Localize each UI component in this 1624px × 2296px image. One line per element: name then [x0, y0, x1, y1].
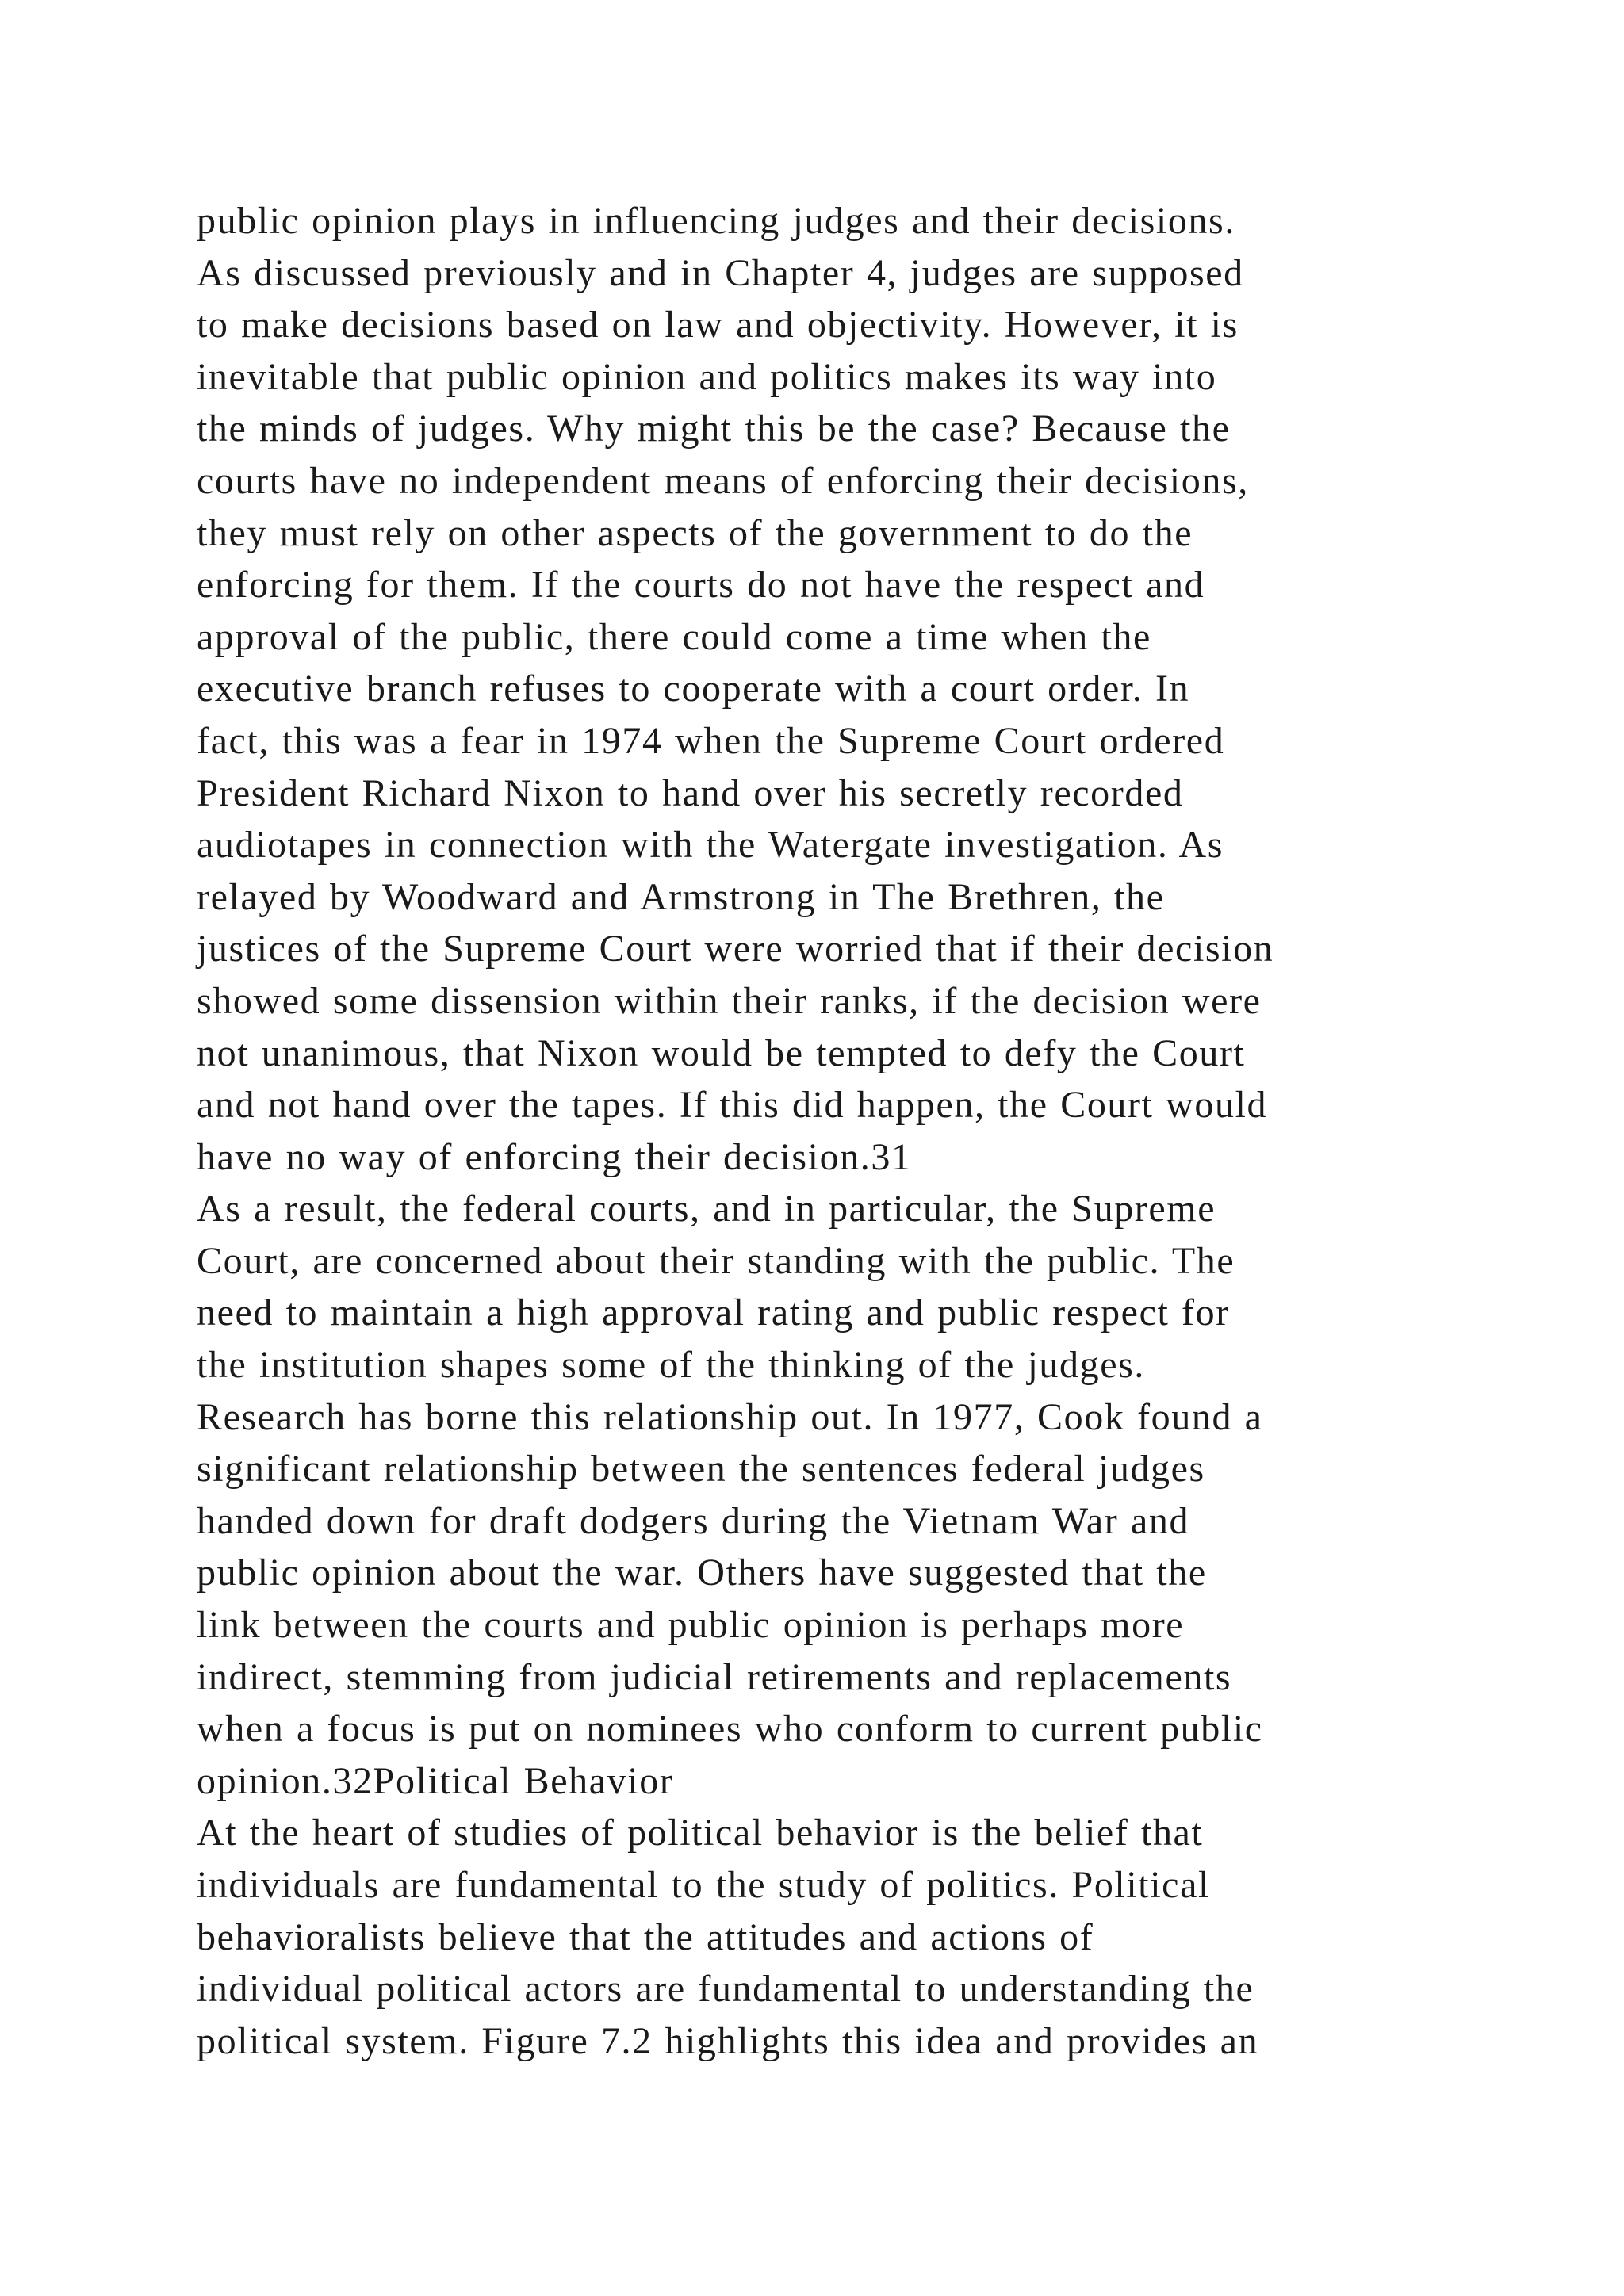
text-line: opinion.32Political Behavior [197, 1759, 674, 1802]
text-line: not unanimous, that Nixon would be tempted to defy the Court [197, 1031, 1246, 1074]
text-line: President Richard Nixon to hand over his secretly recorded [197, 771, 1184, 814]
text-line: public opinion about the war. Others have suggested that the [197, 1552, 1207, 1594]
text-line: courts have no independent means of enforcing their decisions, [197, 459, 1249, 502]
text-line: behavioralists believe that the attitudes and actions of [197, 1915, 1094, 1958]
text-line: handed down for draft dodgers during the Vietnam War and [197, 1499, 1190, 1542]
text-line: relayed by Woodward and Armstrong in The Brethren, the [197, 875, 1165, 918]
text-line: the minds of judges. Why might this be the case? Because the [197, 408, 1231, 450]
text-line: enforcing for them. If the courts do not have the respect and [197, 564, 1205, 607]
text-line: audiotapes in connection with the Watergate investigation. As [197, 824, 1224, 867]
body-text [197, 195, 1450, 2067]
text-line: need to maintain a high approval rating and public respect for [197, 1292, 1230, 1334]
text-line: Court, are concerned about their standing with the public. The [197, 1239, 1235, 1282]
text-line: Research has borne this relationship out. In 1977, Cook found a [197, 1395, 1263, 1438]
text-line: have no way of enforcing their decision.31 [197, 1135, 912, 1178]
text-line: individuals are fundamental to the study of politics. Political [197, 1864, 1210, 1906]
text-line: At the heart of studies of political behavior is the belief that [197, 1812, 1204, 1854]
text-line: the institution shapes some of the thinking of the judges. [197, 1344, 1146, 1387]
text-line: when a focus is put on nominees who conform to current public [197, 1708, 1263, 1751]
text-line: individual political actors are fundamental to understanding the [197, 1968, 1254, 2011]
text-line: As discussed previously and in Chapter 4, judges are supposed [197, 251, 1244, 294]
text-line: link between the courts and public opinion is perhaps more [197, 1604, 1185, 1647]
text-line: As a result, the federal courts, and in particular, the Supreme [197, 1188, 1216, 1230]
text-line: justices of the Supreme Court were worried that if their decision [197, 928, 1274, 970]
text-line: they must rely on other aspects of the government to do the [197, 511, 1193, 554]
text-line: inevitable that public opinion and politics makes its way into [197, 355, 1217, 398]
text-line: showed some dissension within their ranks, if the decision were [197, 979, 1262, 1022]
text-line: and not hand over the tapes. If this did happen, the Court would [197, 1084, 1268, 1127]
text-line: executive branch refuses to cooperate with a court order. In [197, 668, 1190, 710]
text-line: approval of the public, there could come a time when the [197, 615, 1151, 658]
text-line: to make decisions based on law and objectivity. However, it is [197, 304, 1239, 346]
text-line: fact, this was a fear in 1974 when the Supreme Court ordered [197, 719, 1225, 762]
text-line: indirect, stemming from judicial retirements and replacements [197, 1655, 1232, 1698]
text-line: public opinion plays in influencing judges and their decisions. [197, 200, 1235, 242]
text-line: significant relationship between the sentences federal judges [197, 1448, 1205, 1490]
text-line: political system. Figure 7.2 highlights this idea and provides an [197, 2019, 1259, 2062]
